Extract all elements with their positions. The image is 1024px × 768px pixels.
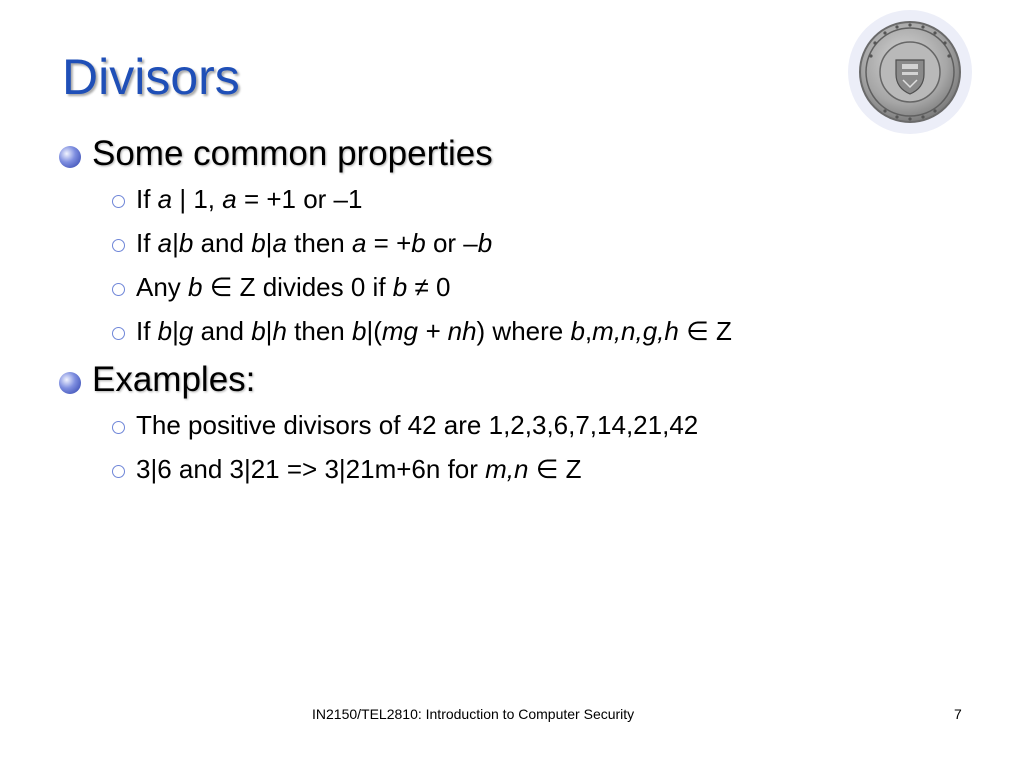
math-variable: b (251, 316, 266, 346)
bullet-text: Some common properties (92, 134, 493, 173)
sub-bullet-icon (112, 239, 125, 252)
math-variable: b (178, 228, 194, 258)
page-number: 7 (954, 706, 962, 722)
text-segment: = + (366, 228, 412, 258)
text-segment: ∈ Z (678, 316, 732, 346)
math-variable: b (251, 228, 266, 258)
text-segment: then (286, 228, 352, 258)
slide-footer (0, 706, 1024, 726)
math-variable: a (222, 184, 237, 214)
sub-bullet-icon (112, 465, 125, 478)
text-segment: | (172, 316, 179, 346)
math-variable: a (157, 184, 173, 214)
sub-bullet-icon (112, 327, 125, 340)
text-segment: and (193, 228, 252, 258)
text-segment: ∈ Z (528, 454, 582, 484)
text-segment: = +1 or –1 (236, 184, 363, 214)
footer-course-title: IN2150/TEL2810: Introduction to Computer Security (312, 706, 635, 722)
text-segment: ≠ 0 (407, 272, 451, 302)
text-segment: If (136, 316, 158, 346)
math-variable: b (351, 316, 367, 346)
bullet-icon (58, 371, 82, 395)
math-variable: a (351, 228, 367, 258)
math-variable: b (477, 228, 493, 258)
text-segment: | (265, 316, 273, 346)
text-segment: | (172, 228, 179, 258)
text-segment: | 1, (172, 184, 223, 214)
math-variable: b (411, 228, 426, 258)
bullet-text: Examples: (92, 360, 256, 399)
text-segment: ∈ Z divides 0 if (202, 272, 393, 302)
math-variable: mg + nh (381, 316, 477, 346)
sub-bullet-icon (112, 283, 125, 296)
text-segment: |( (366, 316, 382, 346)
math-variable: a (157, 228, 173, 258)
text-segment: 3|6 and 3|21 => 3|21m+6n for (136, 454, 486, 484)
text-segment: If (136, 228, 158, 258)
text-segment: , (584, 316, 593, 346)
text-segment: ) where (476, 316, 571, 346)
text-segment: and (193, 316, 252, 346)
math-variable: h (272, 316, 287, 346)
math-variable: a (272, 228, 287, 258)
text-segment: or – (425, 228, 478, 258)
sub-bullet-text (136, 455, 581, 485)
math-variable: b (392, 272, 408, 302)
math-variable: b (188, 272, 203, 302)
sub-bullet-icon (112, 195, 125, 208)
text-segment: Any (136, 272, 189, 302)
slide-title: Divisors (62, 49, 240, 105)
sub-bullet-icon (112, 421, 125, 434)
text-segment: | (265, 228, 273, 258)
math-variable: b (570, 316, 585, 346)
math-variable: g (178, 316, 194, 346)
sub-bullet-text (136, 273, 450, 303)
math-variable: m,n,g,h (592, 316, 679, 346)
sub-bullet-text (136, 411, 698, 441)
text-segment: If (136, 184, 158, 214)
bullet-icon (58, 145, 82, 169)
sub-bullet-text (136, 185, 362, 215)
math-variable: b (157, 316, 173, 346)
sub-bullet-text (136, 317, 732, 347)
text-segment: The positive divisors of 42 are 1,2,3,6,7,14,21,42 (136, 410, 699, 440)
sub-bullet-text (136, 229, 492, 259)
text-segment: then (286, 316, 352, 346)
math-variable: m,n (485, 454, 529, 484)
